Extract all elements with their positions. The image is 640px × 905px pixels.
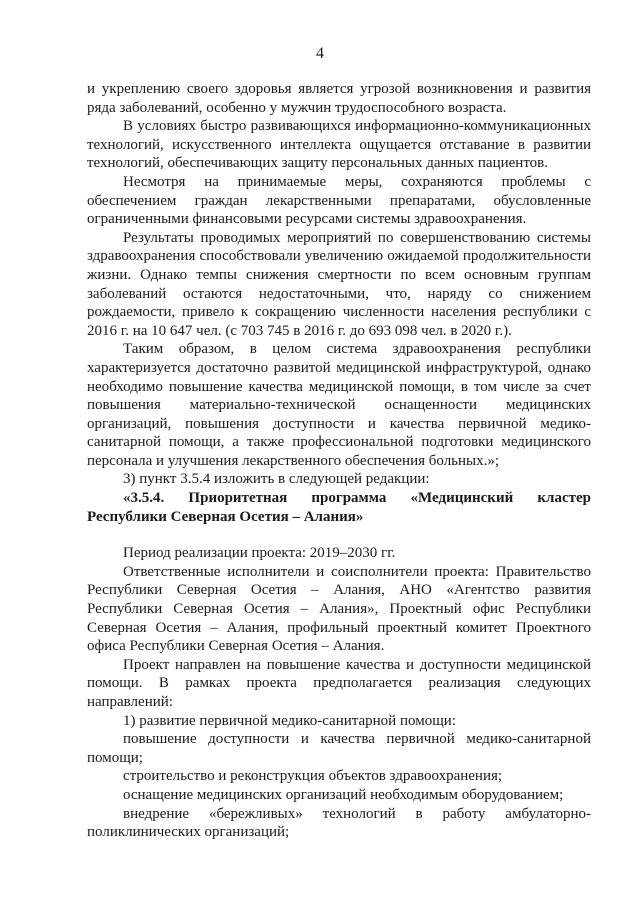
list-item: оснащение медицинских организаций необходимым оборудованием; [123,786,564,803]
paragraph-responsible: Ответственные исполнители и соисполнители проекта: Правительство Республики Северная Осетия – Алания, АНО «Агентство развития Республики Северная Осетия – Алания», Проектный офис Республики Северная Осетия – Алания, профильный проектный комитет Проектного офиса Республики Северная Осетия – Алания. [87,563,591,655]
paragraph-conclusion: Таким образом, в целом система здравоохранения республики характеризуется достаточно развитой медицинской инфраструктурой, однако необходимо повышение качества медицинской помощи, в том числе за счет повышения материально-технической оснащенности медицинских организаций, повышения доступности и качества первичной медико-санитарной помощи, а также профессиональной подготовки медицинского персонала и улучшения лекарственного обеспечения больных.»; [87,341,591,469]
paragraph-goal: Проект направлен на повышение качества и доступности медицинской помощи. В рамках проекта предполагается реализация следующих направлений: [87,656,591,710]
list-item: повышение доступности и качества первичной медико-санитарной помощи; [87,731,591,766]
paragraph-results: Результаты проводимых мероприятий по совершенствованию системы здравоохранения способствовали увеличению ожидаемой продолжительности жизни. Однако темпы снижения смертности по всем основным группам заболеваний остаются недостаточными, что, наряду со снижением рождаемости, привело к сокращению численности населения республики с 2016 г. на 10 647 чел. (с 703 745 в 2016 г. до 693 098 чел. в 2020 г.). [87,229,591,339]
section-heading: «3.5.4. Приоритетная программа «Медицинский кластер Республики Северная Осетия – Алания» [87,490,591,525]
page-number: 4 [316,45,324,62]
section-spacer [87,526,591,544]
document-body [87,80,591,842]
paragraph-amendment: 3) пункт 3.5.4 изложить в следующей редакции: [123,471,430,488]
list-item: 1) развитие первичной медико-санитарной помощи: [123,712,456,729]
list-item: внедрение «бережливых» технологий в работу амбулаторно-поликлинических организаций; [87,805,591,841]
paragraph-period: Период реализации проекта: 2019–2030 гг. [123,545,396,562]
paragraph-continuation: и укреплению своего здоровья является угрозой возникновения и развития ряда заболеваний, особенно у мужчин трудоспособного возраста. [87,81,591,116]
paragraph-technologies: В условиях быстро развивающихся информационно-коммуникационных технологий, искусственного интеллекта ощущается отставание в развитии технологий, обеспечивающих защиту персональных данных пациентов. [87,118,591,172]
list-item: строительство и реконструкция объектов здравоохранения; [123,768,503,785]
paragraph-medicines: Несмотря на принимаемые меры, сохраняются проблемы с обеспечением граждан лекарственными препаратами, обусловленные ограниченными финансовыми ресурсами системы здравоохранения. [87,173,591,228]
